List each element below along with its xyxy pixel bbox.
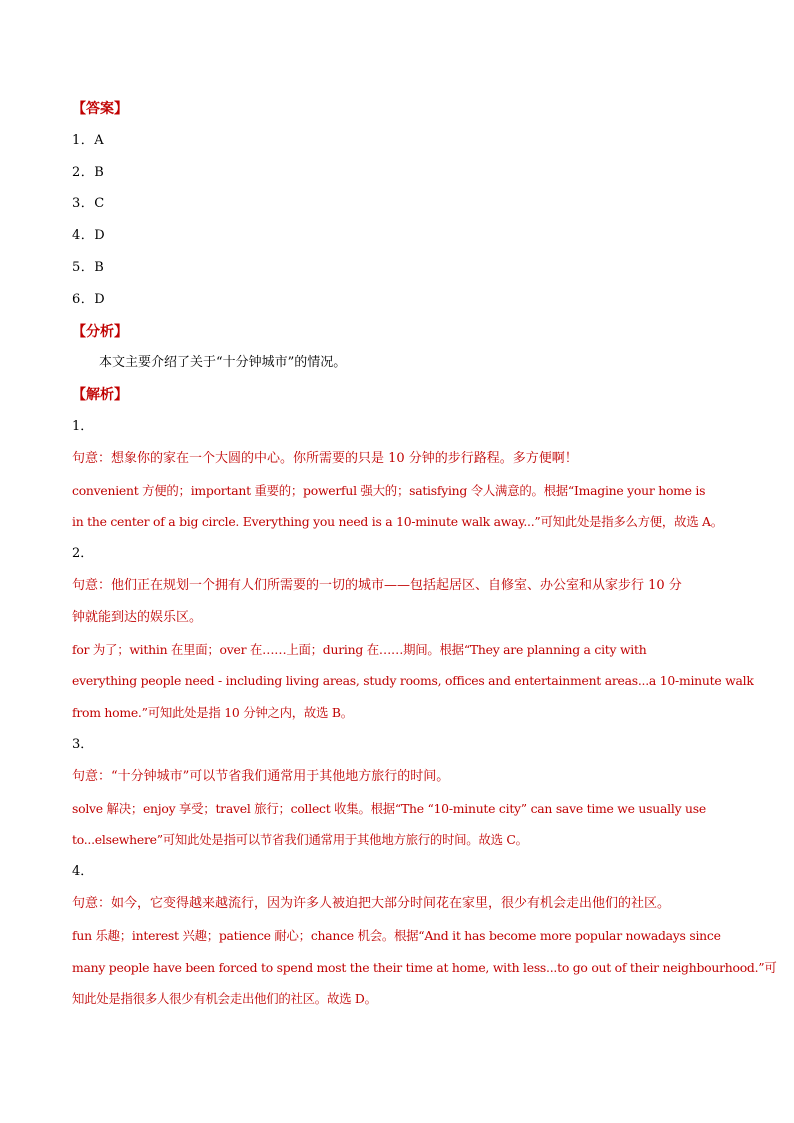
explanation-meaning: 句意：他们正在规划一个拥有人们所需要的一切的城市——包括起居区、自修室、办公室和从家步行 10 分 [72, 577, 682, 593]
explanation-number: 4． [72, 864, 94, 880]
explanation-detail: many people have been forced to spend most the their time at home, with less...to go out of their neighbourhood.”可 [72, 959, 777, 975]
answer-item: 3．C [72, 196, 105, 212]
answer-item: 2．B [72, 164, 105, 180]
analysis-text: 本文主要介绍了关于“十分钟城市”的情况。 [99, 355, 347, 371]
explanation-number: 1． [72, 418, 94, 434]
explanation-detail: everything people need - including living areas, study rooms, offices and entertainment areas...a 10-minute walk [72, 673, 754, 689]
explanation-detail: solve 解决；enjoy 享受；travel 旅行；collect 收集。根据“The “10-minute city” can save time we usually use [72, 800, 706, 816]
explanation-detail: convenient 方便的；important 重要的；powerful 强大的；satisfying 令人满意的。根据“Imagine your home is [72, 482, 706, 498]
answer-heading: 【答案】 [72, 101, 128, 117]
document-page [72, 101, 777, 1023]
explanation-detail: to...elsewhere”可知此处是指可以节省我们通常用于其他地方旅行的时间。故选 C。 [72, 832, 528, 848]
answer-item: 6．D [72, 291, 106, 307]
explanation-number: 3． [72, 736, 94, 752]
explanation-meaning: 句意：“十分钟城市”可以节省我们通常用于其他地方旅行的时间。 [72, 768, 450, 784]
explanation-detail: fun 乐趣；interest 兴趣；patience 耐心；chance 机会。根据“And it has become more popular nowadays since [72, 927, 721, 943]
answer-item: 4．D [72, 228, 106, 244]
explanation-detail: 知此处是指很多人很少有机会走出他们的社区。故选 D。 [72, 991, 377, 1007]
analysis-heading: 【分析】 [72, 323, 128, 340]
explanation-heading: 【解析】 [72, 387, 128, 404]
explanation-detail: in the center of a big circle. Everything you need is a 10-minute walk away...”可知此处是指多么方便，故选 A。 [72, 514, 723, 530]
explanation-detail: for 为了；within 在里面；over 在……上面；during 在……期间。根据“They are planning a city with [72, 641, 647, 657]
explanation-meaning: 句意：如今，它变得越来越流行，因为许多人被迫把大部分时间花在家里，很少有机会走出他们的社区。 [72, 895, 671, 911]
explanation-number: 2． [72, 546, 94, 562]
explanation-detail: from home.”可知此处是指 10 分钟之内，故选 B。 [72, 705, 353, 721]
answer-item: 5．B [72, 259, 105, 275]
explanation-meaning: 钟就能到达的娱乐区。 [72, 609, 203, 625]
explanation-meaning: 句意：想象你的家在一个大圆的中心。你所需要的只是 10 分钟的步行路程。多方便啊！ [72, 450, 578, 466]
answer-item: 1．A [72, 132, 105, 148]
